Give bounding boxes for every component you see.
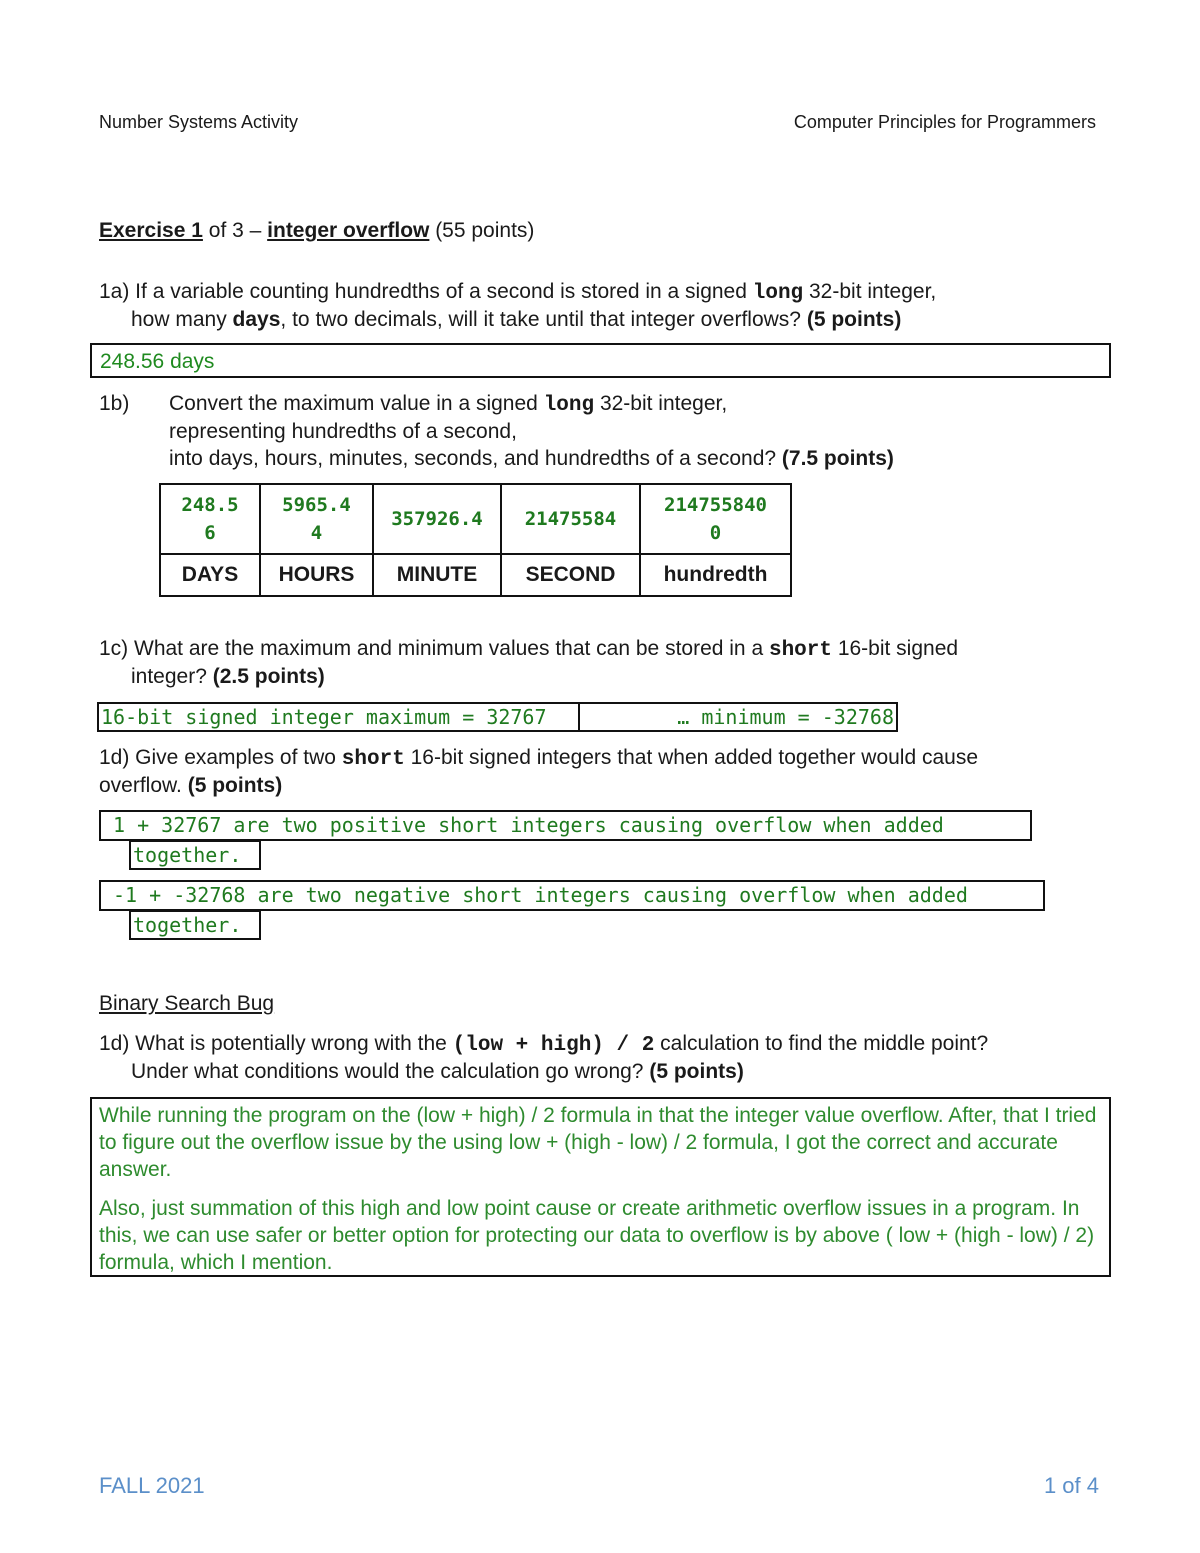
q1d-line2 [99, 772, 282, 800]
cell-days-value[interactable]: 248.5 6 [160, 484, 260, 554]
q1c-max-answer: 16-bit signed integer maximum = 32767 [101, 705, 547, 729]
q1a-text2: how many [131, 308, 233, 331]
q1c-line1 [99, 635, 958, 665]
bsearch-points: (5 points) [649, 1060, 744, 1083]
cell-hours-value[interactable]: 5965.4 4 [260, 484, 373, 554]
exercise-word: Exercise 1 [99, 219, 203, 242]
section-title-binary-search: Binary Search Bug [99, 992, 275, 1015]
q1c-max-answer-box[interactable] [97, 702, 580, 732]
q1d-code: short [341, 748, 405, 771]
header-right: Computer Principles for Programmers [793, 112, 1096, 132]
q1d-text: 1d) Give examples of two [99, 746, 342, 769]
bsearch-line1 [99, 1030, 988, 1060]
q1c-text2: integer? [131, 665, 213, 688]
q1b-line2: representing hundredths of a second, [169, 420, 517, 443]
q1a-text-post: 32-bit integer, [803, 280, 937, 303]
unit-minute: MINUTE [373, 554, 501, 596]
q1a-code: long [752, 282, 804, 305]
q1b-text-post: 32-bit integer, [594, 392, 728, 415]
q1c-text-post: 16-bit signed [831, 637, 959, 660]
q1a-line1 [99, 278, 936, 308]
q1a-text2-post: , to two decimals, will it take until that integer overflows? [280, 308, 807, 331]
unit-days: DAYS [160, 554, 260, 596]
q1d-answer1-line1: 1 + 32767 are two positive short integers causing overflow when added [113, 813, 944, 837]
footer-page-number: 1 of 4 [1043, 1473, 1099, 1498]
q1b-line1 [169, 390, 727, 420]
bsearch-answer-para1: While running the program on the (low + high) / 2 formula in that the integer value overflow. After, that I tried to figure out the overflow issue by the using low + (high - low) / 2 formula, I got the correct and accurate answer. [99, 1104, 1097, 1181]
bsearch-code: (low + high) / 2 [452, 1034, 655, 1057]
q1d-answer2-line2: together. [133, 913, 242, 937]
q1d-line1 [99, 744, 978, 774]
q1a-answer-box[interactable] [90, 343, 1111, 378]
table-row [160, 484, 791, 554]
q1c-code: short [768, 639, 832, 662]
bsearch-text2: Under what conditions would the calculation go wrong? [131, 1060, 650, 1083]
q1b-text3: into days, hours, minutes, seconds, and hundredths of a second? [169, 447, 782, 470]
bsearch-answer-box[interactable] [90, 1097, 1111, 1277]
q1d-answer1-cont-box[interactable] [129, 840, 261, 870]
q1c-points: (2.5 points) [212, 665, 325, 688]
q1d-answer2-box[interactable] [99, 880, 1045, 911]
q1a-line2 [131, 306, 901, 334]
q1a-bold-days: days [232, 308, 281, 331]
q1b-code: long [543, 394, 595, 417]
q1c-min-answer-box[interactable] [578, 702, 898, 732]
q1b-label: 1b) [99, 392, 130, 415]
q1c-min-answer: … minimum = -32768 [677, 705, 894, 729]
bsearch-line2 [131, 1058, 744, 1086]
q1a-points: (5 points) [806, 308, 902, 331]
q1c-text: 1c) What are the maximum and minimum values that can be stored in a [99, 637, 769, 660]
conversion-table [159, 483, 792, 597]
exercise-points: (55 points) [429, 219, 535, 242]
cell-seconds-value[interactable]: 21475584 [501, 484, 640, 554]
header-left: Number Systems Activity [99, 112, 299, 132]
exercise-topic: integer overflow [267, 219, 430, 242]
q1d-answer1-box[interactable] [99, 810, 1032, 841]
q1b-points: (7.5 points) [781, 447, 894, 470]
q1a-text: 1a) If a variable counting hundredths of a second is stored in a signed [99, 280, 753, 303]
q1c-line2 [131, 663, 325, 691]
bsearch-answer-para2: Also, just summation of this high and low point cause or create arithmetic overflow issues in a program. In this, we can use safer or better option for protecting our data to overflow is by above ( low + (high - low) / 2) formula, which I mention. [99, 1197, 1095, 1274]
unit-hundredth: hundredth [640, 554, 791, 596]
q1d-answer1-line2: together. [133, 843, 242, 867]
q1b-text: Convert the maximum value in a signed [169, 392, 544, 415]
exercise-title [99, 217, 534, 245]
cell-minutes-value[interactable]: 357926.4 [373, 484, 501, 554]
bsearch-text: 1d) What is potentially wrong with the [99, 1032, 453, 1055]
cell-hundredths-value[interactable]: 214755840 0 [640, 484, 791, 554]
exercise-of: of 3 – [202, 219, 268, 242]
unit-second: SECOND [501, 554, 640, 596]
q1d-points: (5 points) [187, 774, 283, 797]
footer-term: FALL 2021 [99, 1473, 205, 1498]
q1d-answer2-line1: -1 + -32768 are two negative short integers causing overflow when added [113, 883, 968, 907]
table-row [160, 554, 791, 596]
q1d-text-post: 16-bit signed integers that when added together would cause [404, 746, 979, 769]
q1a-answer: 248.56 days [100, 350, 215, 373]
unit-hours: HOURS [260, 554, 373, 596]
q1b-line3 [169, 445, 894, 473]
bsearch-text-post: calculation to find the middle point? [654, 1032, 989, 1055]
q1d-answer2-cont-box[interactable] [129, 910, 261, 940]
q1d-text2: overflow. [99, 774, 188, 797]
